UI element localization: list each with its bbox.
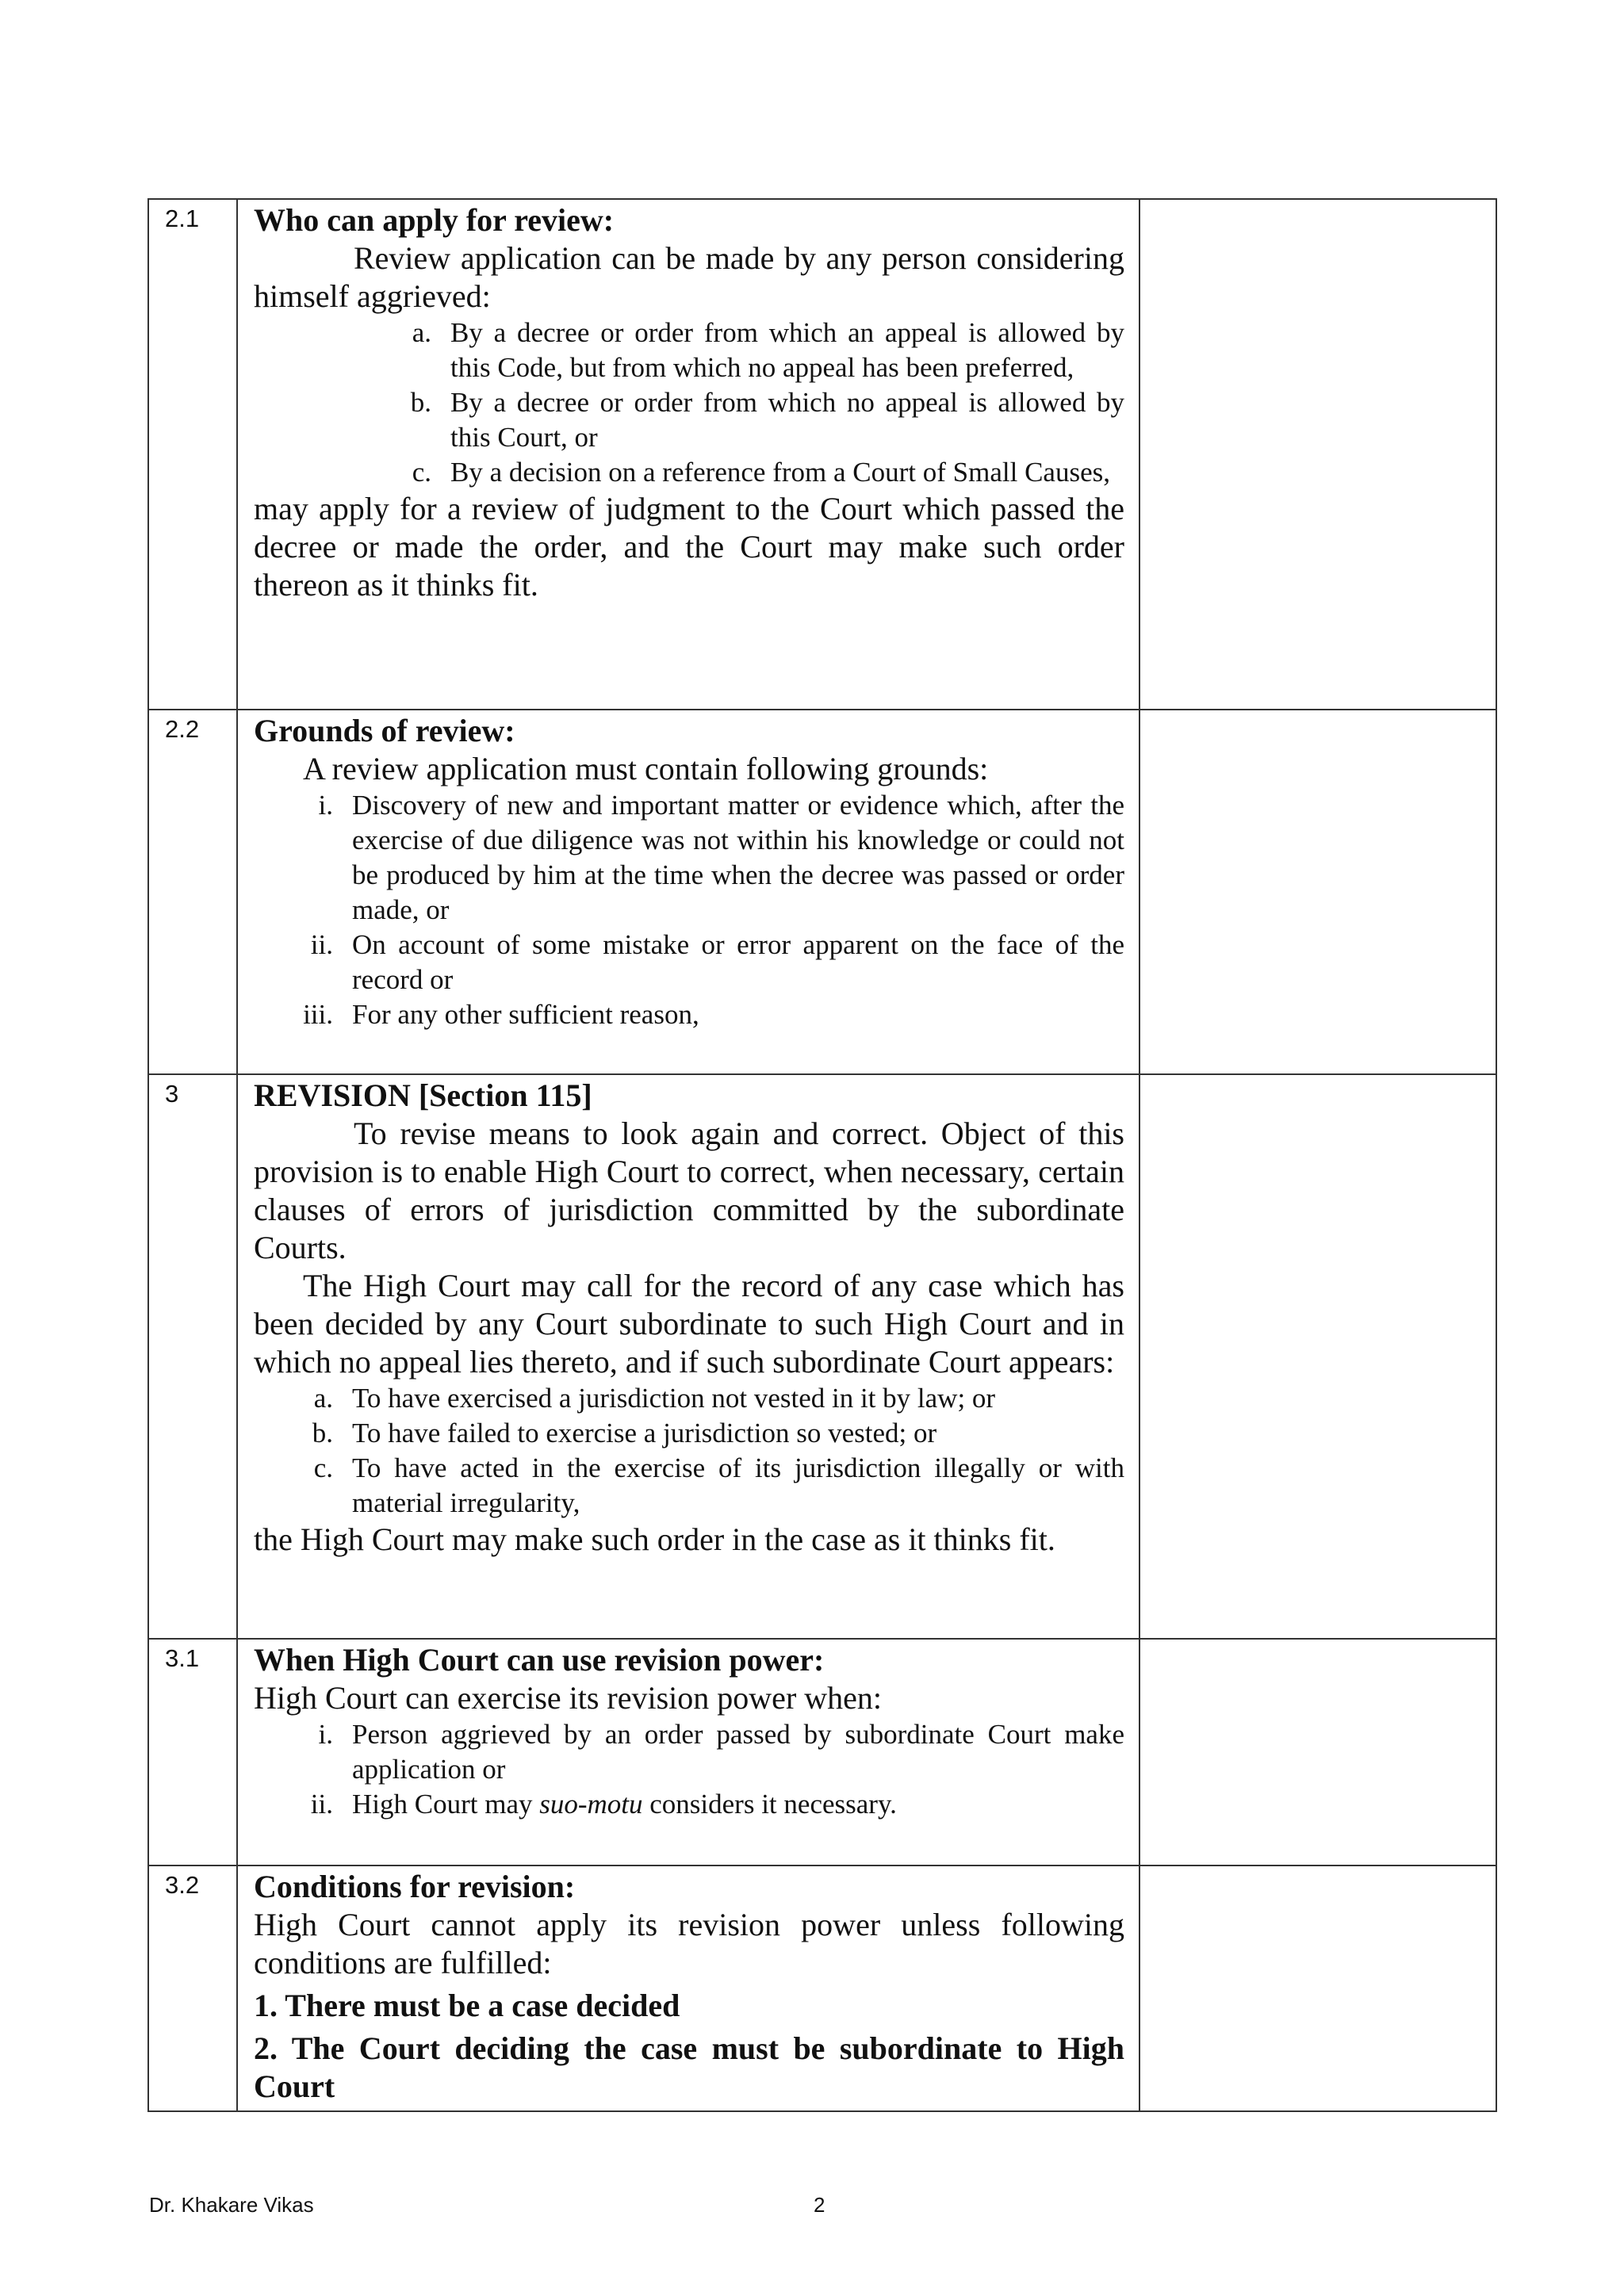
condition-point: 2. The Court deciding the case must be subordinate to High Court — [254, 2030, 1124, 2104]
condition-point: 1. There must be a case decided — [254, 1988, 680, 2023]
section-number-cell — [148, 1074, 237, 1639]
footer-author: Dr. Khakare Vikas — [149, 2193, 314, 2217]
blank-cell — [1139, 199, 1496, 710]
section-content-cell — [237, 710, 1139, 1074]
section-number: 3 — [165, 1080, 179, 1108]
section-intro: High Court cannot apply its revision power unless following conditions are fulfilled: — [254, 1907, 1124, 1980]
table-row — [148, 1074, 1496, 1639]
table-row — [148, 199, 1496, 710]
table-row — [148, 710, 1496, 1074]
list — [254, 1381, 1124, 1521]
section-number: 3.2 — [165, 1871, 200, 1899]
section-intro: A review application must contain following grounds: — [303, 751, 989, 786]
section-heading: Who can apply for review: — [254, 202, 615, 238]
section-intro: High Court can exercise its revision power when: — [254, 1680, 883, 1716]
list-item: a. By a decree or order from which an appeal is allowed by this Code, but from which no appeal has been preferred, — [412, 317, 1124, 383]
section-number-cell — [148, 1639, 237, 1866]
list-item: i. Discovery of new and important matter or evidence which, after the exercise of due diligence was not within his knowledge or could not be produced by him at the time when the decree was passed or order made, or — [318, 790, 1124, 925]
section-heading: REVISION [Section 115] — [254, 1077, 592, 1113]
list — [254, 788, 1124, 1032]
section-number: 2.1 — [165, 205, 200, 232]
list-item: c. By a decision on a reference from a Court of Small Causes, — [412, 457, 1110, 488]
section-content-cell — [237, 1074, 1139, 1639]
section-content-cell — [237, 1866, 1139, 2111]
list-item: ii. High Court may suo-motu considers it necessary. — [310, 1789, 897, 1820]
table-row — [148, 1866, 1496, 2111]
section-heading: Grounds of review: — [254, 713, 515, 748]
section-number: 2.2 — [165, 715, 200, 743]
section-number-cell — [148, 710, 237, 1074]
section-paragraph: The High Court may call for the record of any case which has been decided by any Court subordinate to such High Court and in which no appeal lies thereto, and if such subordinate Court appears: — [254, 1268, 1124, 1380]
list-item: b. To have failed to exercise a jurisdiction so vested; or — [312, 1418, 937, 1448]
list — [254, 1717, 1124, 1822]
content-table — [147, 198, 1497, 2112]
list-item: c. To have acted in the exercise of its jurisdiction illegally or with material irregularity, — [313, 1452, 1124, 1518]
list — [254, 316, 1124, 490]
list-item: iii. For any other sufficient reason, — [303, 999, 699, 1030]
section-number-cell — [148, 1866, 237, 2111]
section-content-cell — [237, 199, 1139, 710]
section-number-cell — [148, 199, 237, 710]
page-number: 2 — [814, 2193, 825, 2217]
section-number: 3.1 — [165, 1644, 200, 1672]
blank-cell — [1139, 1639, 1496, 1866]
list-item: b. By a decree or order from which no appeal is allowed by this Court, or — [410, 387, 1124, 453]
blank-cell — [1139, 1074, 1496, 1639]
section-outro: the High Court may make such order in the case as it thinks fit. — [254, 1521, 1055, 1557]
section-heading: Conditions for revision: — [254, 1869, 576, 1904]
list-item: i. Person aggrieved by an order passed by subordinate Court make application or — [318, 1719, 1124, 1785]
section-content-cell — [237, 1639, 1139, 1866]
table-row — [148, 1639, 1496, 1866]
section-heading: When High Court can use revision power: — [254, 1642, 825, 1678]
blank-cell — [1139, 1866, 1496, 2111]
blank-cell — [1139, 710, 1496, 1074]
list-item: ii. On account of some mistake or error apparent on the face of the record or — [310, 929, 1124, 995]
list-item: a. To have exercised a jurisdiction not vested in it by law; or — [313, 1383, 996, 1414]
section-intro: Review application can be made by any person considering himself aggrieved: — [254, 240, 1124, 314]
section-outro: may apply for a review of judgment to the Court which passed the decree or made the order, and the Court may make such order thereon as it thinks fit. — [254, 491, 1124, 603]
section-paragraph: To revise means to look again and correct. Object of this provision is to enable High Court to correct, when necessary, certain clauses of errors of jurisdiction committed by the subordinate Courts. — [254, 1115, 1124, 1265]
